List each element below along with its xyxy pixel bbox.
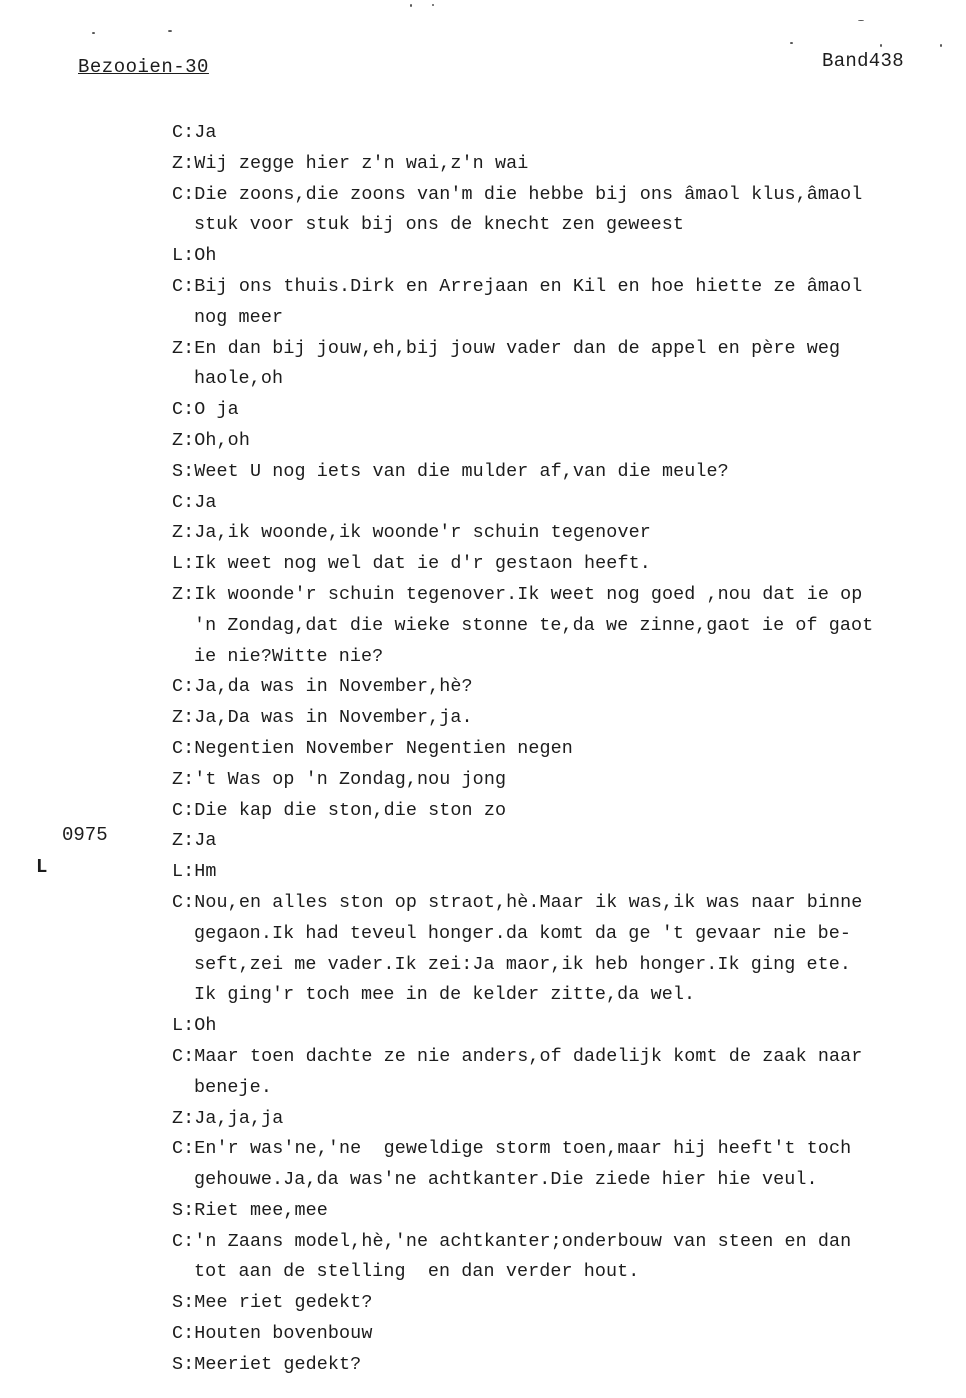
transcript-line: Z:Oh,oh	[172, 429, 250, 451]
transcript-line: Z:Ja	[172, 830, 217, 852]
transcript-line: L:Ik weet nog wel dat ie d'r gestaon heeft.	[172, 553, 651, 575]
transcript-continuation-line: Ik ging'r toch mee in de kelder zitte,da wel.	[194, 984, 696, 1006]
scan-speck	[940, 44, 942, 47]
transcript-line: C:Bij ons thuis.Dirk en Arrejaan en Kil en hoe hiette ze âmaol	[172, 275, 863, 297]
scan-speck	[168, 30, 172, 32]
scan-speck	[410, 4, 412, 7]
transcript-line: C:Ja,da was in November,hè?	[172, 676, 473, 698]
transcript-line: L:Oh	[172, 1015, 217, 1037]
document-id: Bezooien-30	[78, 56, 209, 78]
transcript-line: C:Ja	[172, 491, 217, 513]
transcript-line: L:Hm	[172, 861, 217, 883]
transcript-continuation-line: gegaon.Ik had teveul honger.da komt da ge 't gevaar nie be-	[194, 922, 852, 944]
transcript-line: Z:Wij zegge hier z'n wai,z'n wai	[172, 152, 529, 174]
transcript-line: C:O ja	[172, 399, 239, 421]
transcript-line: S:Meeriet gedekt?	[172, 1353, 362, 1375]
transcript-line: C:Die kap die ston,die ston zo	[172, 799, 507, 821]
transcript-line: S:Mee riet gedekt?	[172, 1292, 373, 1314]
transcript-line: Z:Ja,Da was in November,ja.	[172, 707, 473, 729]
transcript-line: C:Maar toen dachte ze nie anders,of dadelijk komt de zaak naar	[172, 1045, 863, 1067]
scan-speck	[880, 44, 882, 47]
transcript-line: Z:Ik woonde'r schuin tegenover.Ik weet nog goed ,nou dat ie op	[172, 583, 863, 605]
transcript-line: L:Oh	[172, 245, 217, 267]
transcript-line: C:Houten bovenbouw	[172, 1323, 373, 1345]
scan-speck	[858, 20, 864, 21]
transcript-continuation-line: gehouwe.Ja,da was'ne achtkanter.Die ziede hier hie veul.	[194, 1169, 818, 1191]
margin-timecode: 0975	[62, 824, 108, 846]
transcript-line: Z:Ja,ik woonde,ik woonde'r schuin tegenover	[172, 522, 651, 544]
transcript-continuation-line: ie nie?Witte nie?	[194, 645, 384, 667]
transcript-line: C:Die zoons,die zoons van'm die hebbe bij ons âmaol klus,âmaol	[172, 183, 863, 205]
transcript-line: C:Negentien November Negentien negen	[172, 737, 573, 759]
transcript-line: Z:En dan bij jouw,eh,bij jouw vader dan de appel en père weg	[172, 337, 841, 359]
transcript-continuation-line: nog meer	[194, 306, 284, 328]
transcript-line: C:'n Zaans model,hè,'ne achtkanter;onderbouw van steen en dan	[172, 1230, 852, 1252]
transcript-line: C:Ja	[172, 122, 217, 143]
margin-speaker-mark: L	[36, 856, 48, 878]
transcript-line: S:Weet U nog iets van die mulder af,van die meule?	[172, 460, 729, 482]
transcript-continuation-line: haole,oh	[194, 368, 284, 390]
scan-speck	[432, 4, 434, 6]
transcript-continuation-line: stuk voor stuk bij ons de knecht zen geweest	[194, 214, 684, 236]
transcript-continuation-line: tot aan de stelling en dan verder hout.	[194, 1261, 640, 1283]
transcript-continuation-line: beneje.	[194, 1076, 272, 1098]
transcript-line: Z:'t Was op 'n Zondag,nou jong	[172, 768, 507, 790]
transcript-line: Z:Ja,ja,ja	[172, 1107, 284, 1129]
scan-speck	[790, 42, 793, 44]
transcript-line: C:Nou,en alles ston op straot,hè.Maar ik was,ik was naar binne	[172, 891, 863, 913]
tape-number: Band438	[822, 50, 904, 72]
transcript-body	[172, 118, 952, 1381]
transcript-continuation-line: 'n Zondag,dat die wieke stonne te,da we zinne,gaot ie of gaot	[194, 614, 874, 636]
transcript-line: S:Riet mee,mee	[172, 1199, 328, 1221]
transcript-continuation-line: seft,zei me vader.Ik zei:Ja maor,ik heb honger.Ik ging ete.	[194, 953, 852, 975]
transcript-line: C:En'r was'ne,'ne geweldige storm toen,maar hij heeft't toch	[172, 1138, 852, 1160]
scan-speck	[92, 32, 95, 34]
